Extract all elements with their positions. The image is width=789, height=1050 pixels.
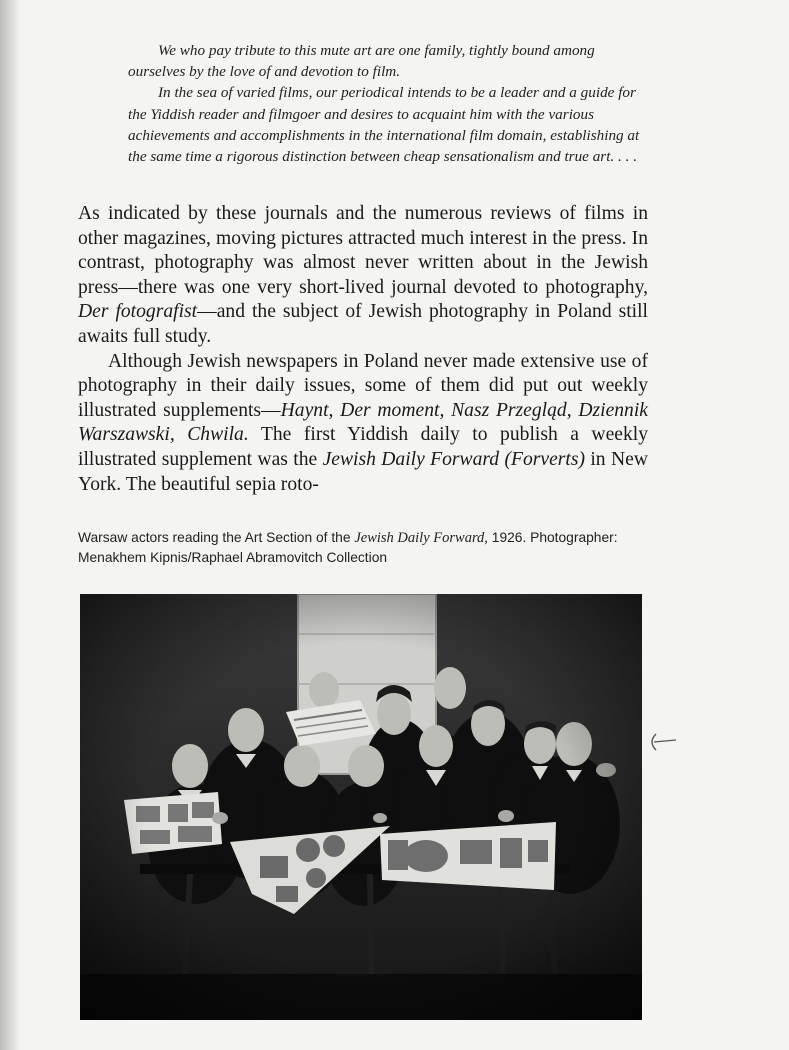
newspaper-titles: Haynt, Der moment, Nasz Przegląd, Dziennik Warszawski, Chwila.	[78, 399, 648, 446]
caption-text-a: Warsaw actors reading the Art Section of the	[78, 530, 355, 545]
page-binding-shadow	[0, 0, 20, 1050]
caption-publication-title: Jewish Daily Forward,	[354, 530, 488, 546]
handwritten-arrow-mark	[648, 730, 678, 754]
body-p1-text-a: As indicated by these journals and the numerous reviews of films in other magazines, moving pictures attracted much interest in the press. In contrast, photography was almost never written about in the Jewish press—there was one very short-lived journal devoted to photography,	[78, 203, 648, 298]
quote-paragraph-2: In the sea of varied films, our periodical intends to be a leader and a guide for the Yiddish reader and filmgoer and desires to acquaint him with the various achievements and accomplishments in the international film domain, establishing at the same time a rigorous distinction between cheap sensationalism and true art. . . .	[128, 84, 640, 166]
quote-paragraph-1: We who pay tribute to this mute art are one family, tightly bound among ourselves by the love of and devotion to film.	[128, 42, 595, 81]
photograph-actors-reading	[80, 594, 642, 1020]
body-paragraph-2	[78, 350, 648, 498]
body-p2-text-a: Although Jewish newspapers in Poland never made extensive use of photography in their daily issues, some of them did put out weekly illustrated supplements—	[78, 350, 648, 421]
body-p2-text-c: in New York. The beautiful sepia roto-	[78, 448, 648, 495]
journal-title-der-fotografist: Der fotografist	[78, 301, 198, 323]
block-quote	[128, 40, 648, 167]
caption-text-b: 1926. Photographer: Menakhem Kipnis/Raphael Abramovitch Collection	[78, 530, 618, 565]
newspaper-title-forward: Jewish Daily Forward (Forverts)	[322, 448, 585, 470]
body-paragraph-1	[78, 202, 648, 350]
body-p2-text-b: The first Yiddish daily to publish a weekly illustrated supplement was the	[78, 424, 649, 470]
photo-caption	[78, 528, 644, 568]
body-p1-text-b: —and the subject of Jewish photography in Poland still awaits full study.	[78, 301, 648, 347]
photograph-illustration	[80, 594, 642, 1020]
body-text	[78, 202, 648, 497]
